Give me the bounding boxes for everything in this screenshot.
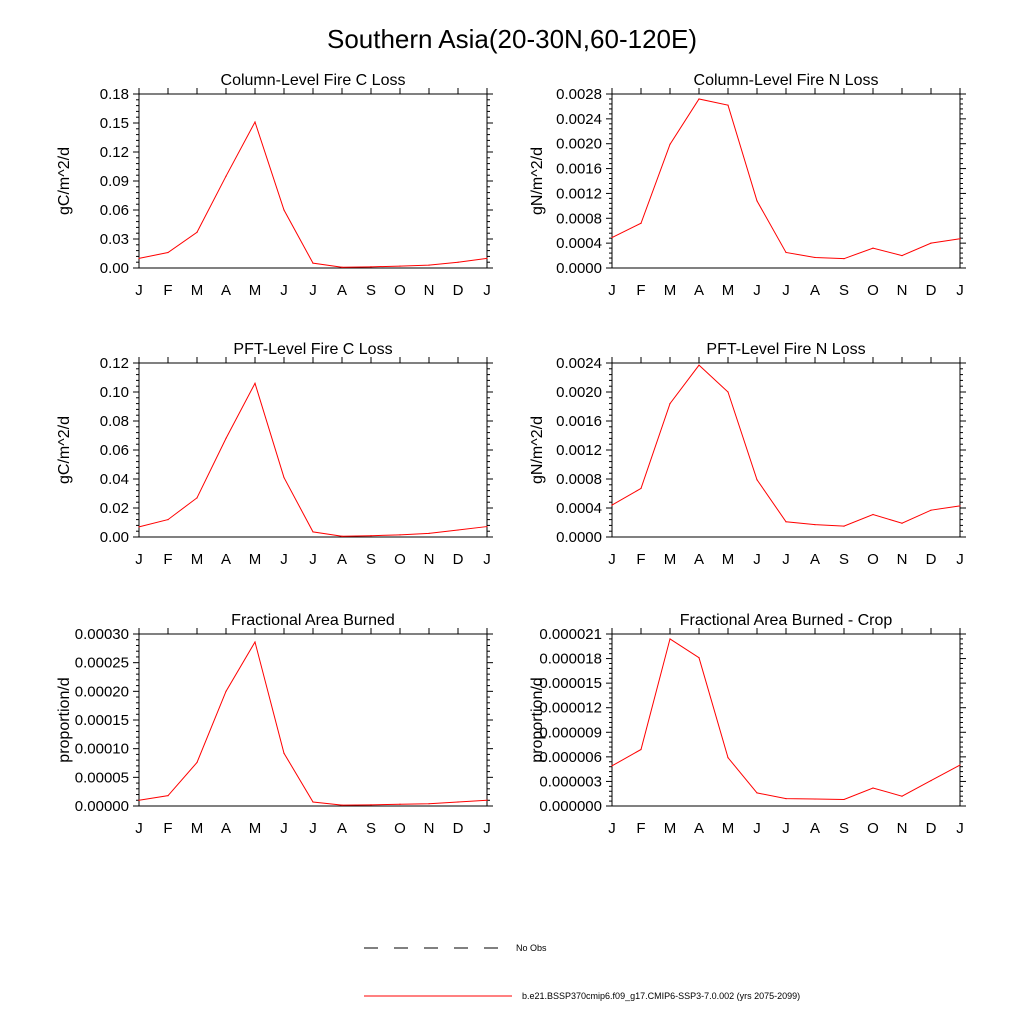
chart-5-xtick-label-11: D <box>452 820 464 837</box>
chart-6-data-point-8 <box>843 799 844 800</box>
chart-2-xtick-label-8: S <box>838 282 850 299</box>
chart-4-xtick-label-2: M <box>663 551 677 568</box>
chart-3-data-point-8 <box>370 535 371 536</box>
chart-1-ytick-label-2: 0.06 <box>99 202 129 219</box>
chart-2-data-point-1 <box>640 223 641 224</box>
chart-4-series-line-0 <box>612 365 960 526</box>
chart-6-data-point-4 <box>727 757 728 758</box>
chart-2-xtick-label-4: M <box>721 282 735 299</box>
chart-3-data-point-7 <box>341 536 342 537</box>
chart-4-data-point-6 <box>785 521 786 522</box>
chart-1-ytick-label-3: 0.09 <box>99 173 129 190</box>
chart-2-data-point-12 <box>959 238 960 239</box>
chart-6-ytick-label-0: 0.000000 <box>539 798 602 815</box>
chart-1-ytick-label-1: 0.03 <box>99 231 129 248</box>
chart-6-xtick-label-1: F <box>636 820 646 837</box>
chart-2-data-point-9 <box>872 248 873 249</box>
chart-5-xtick-label-5: J <box>280 820 288 837</box>
chart-4-data-point-7 <box>814 524 815 525</box>
chart-3-title: PFT-Level Fire C Loss <box>233 341 393 358</box>
chart-6-data-point-1 <box>640 749 641 750</box>
chart-3-xtick-label-2: M <box>190 551 204 568</box>
chart-4-data-point-5 <box>756 479 757 480</box>
chart-1-series-line-0 <box>139 122 487 267</box>
chart-2-xtick-label-12: J <box>956 282 964 299</box>
chart-3-xtick-label-12: J <box>483 551 491 568</box>
chart-3-ytick-label-5: 0.10 <box>99 384 129 401</box>
chart-1-xtick-label-5: J <box>280 282 288 299</box>
chart-6-data-point-6 <box>785 798 786 799</box>
chart-3-data-point-3 <box>225 438 226 439</box>
chart-1-xtick-label-0: J <box>135 282 143 299</box>
chart-5-data-point-11 <box>457 801 458 802</box>
chart-2-xtick-label-5: J <box>753 282 761 299</box>
chart-1-ytick-label-4: 0.12 <box>99 144 129 161</box>
chart-3-xtick-label-5: J <box>280 551 288 568</box>
chart-2-xtick-label-7: A <box>809 282 821 299</box>
chart-4-plot-frame <box>612 363 960 537</box>
chart-2-data-point-11 <box>930 243 931 244</box>
chart-6-ytick-label-2: 0.000006 <box>539 748 602 766</box>
chart-6-xtick-label-7: A <box>809 820 821 837</box>
chart-4-data-point-1 <box>640 488 641 489</box>
chart-4-xtick-label-6: J <box>782 551 790 568</box>
chart-5-xtick-label-1: F <box>163 820 173 837</box>
chart-6-data-point-10 <box>901 796 902 797</box>
chart-6-xtick-label-10: N <box>896 820 908 837</box>
chart-2-data-point-7 <box>814 257 815 258</box>
chart-5-title: Fractional Area Burned <box>231 612 395 629</box>
chart-3-plot-frame <box>139 363 487 537</box>
chart-1-data-point-3 <box>225 176 226 177</box>
chart-2-xtick-label-0: J <box>608 282 616 299</box>
chart-5-data-point-1 <box>167 795 168 796</box>
chart-2-data-point-2 <box>669 144 670 145</box>
chart-5-xtick-label-9: O <box>394 820 406 837</box>
chart-6-ytick-label-4: 0.000012 <box>539 699 602 717</box>
chart-5-xtick-label-10: N <box>423 820 435 837</box>
chart-5-data-point-6 <box>312 801 313 802</box>
chart-3-ytick-label-6: 0.12 <box>99 355 129 372</box>
chart-2-data-point-4 <box>727 105 728 106</box>
chart-2-data-point-3 <box>698 98 699 99</box>
chart-5-series-line-0 <box>139 642 487 805</box>
chart-1-data-point-7 <box>341 267 342 268</box>
chart-2-xtick-label-9: O <box>867 282 879 299</box>
chart-5-y-axis-label: proportion/d <box>56 677 73 763</box>
chart-6-ytick-label-1: 0.000003 <box>539 773 602 791</box>
chart-2-plot-frame <box>612 94 960 268</box>
chart-4-xtick-label-1: F <box>636 551 646 568</box>
legend <box>364 943 800 1001</box>
chart-4-xtick-label-8: S <box>838 551 850 568</box>
chart-5-data-point-0 <box>138 800 139 801</box>
chart-2-xtick-label-10: N <box>896 282 908 299</box>
chart-2-data-point-0 <box>611 237 612 238</box>
chart-4-ytick-label-1: 0.0004 <box>556 500 602 517</box>
chart-3-ytick-label-1: 0.02 <box>99 500 129 517</box>
chart-1-data-point-2 <box>196 232 197 233</box>
chart-4-data-point-11 <box>930 510 931 511</box>
chart-6-fractional-area-burned-crop <box>529 612 966 837</box>
chart-1-data-point-0 <box>138 258 139 259</box>
chart-5-xtick-label-2: M <box>190 820 204 837</box>
chart-1-xtick-label-3: A <box>220 282 232 299</box>
chart-3-data-point-10 <box>428 533 429 534</box>
chart-5-fractional-area-burned <box>56 612 493 837</box>
chart-1-plot-frame <box>139 94 487 268</box>
chart-2-ytick-label-2: 0.0008 <box>556 210 602 228</box>
chart-4-ytick-label-2: 0.0008 <box>556 471 602 488</box>
legend-label-model: b.e21.BSSP370cmip6.f09_g17.CMIP6-SSP3-7.0.002 (yrs 2075-2099) <box>522 991 801 1001</box>
chart-1-xtick-label-8: S <box>365 282 377 299</box>
chart-5-xtick-label-3: A <box>220 820 232 837</box>
chart-1-data-point-9 <box>399 265 400 266</box>
chart-5-ytick-label-6: 0.00030 <box>74 626 129 643</box>
chart-1-ytick-label-6: 0.18 <box>99 86 129 103</box>
chart-3-xtick-label-6: J <box>309 551 317 568</box>
chart-5-ytick-label-1: 0.00005 <box>74 769 129 787</box>
chart-2-column-level-fire-n-loss <box>529 72 966 299</box>
panels <box>56 72 966 837</box>
chart-6-ytick-label-6: 0.000018 <box>539 650 602 668</box>
chart-1-data-point-5 <box>283 209 284 210</box>
chart-2-ytick-label-5: 0.0020 <box>556 135 602 153</box>
chart-4-xtick-label-11: D <box>925 551 937 568</box>
chart-3-ytick-label-4: 0.08 <box>99 413 129 430</box>
chart-6-data-point-3 <box>698 657 699 658</box>
chart-3-pft-level-fire-c-loss <box>56 341 493 568</box>
chart-4-data-point-3 <box>698 365 699 366</box>
chart-6-data-point-7 <box>814 798 815 799</box>
chart-3-ytick-label-3: 0.06 <box>99 442 129 459</box>
chart-5-data-point-7 <box>341 805 342 806</box>
chart-2-xtick-label-2: M <box>663 282 677 299</box>
chart-4-xtick-label-5: J <box>753 551 761 568</box>
chart-6-xtick-label-2: M <box>663 820 677 837</box>
chart-2-xtick-label-6: J <box>782 282 790 299</box>
chart-5-data-point-4 <box>254 641 255 642</box>
chart-4-ytick-label-3: 0.0012 <box>556 442 602 459</box>
chart-4-data-point-12 <box>959 505 960 506</box>
chart-6-xtick-label-4: M <box>721 820 735 837</box>
chart-6-xtick-label-8: S <box>838 820 850 837</box>
chart-4-data-point-2 <box>669 403 670 404</box>
chart-4-title: PFT-Level Fire N Loss <box>706 341 866 358</box>
chart-6-title: Fractional Area Burned - Crop <box>679 612 893 629</box>
chart-1-data-point-1 <box>167 252 168 253</box>
chart-2-data-point-5 <box>756 200 757 201</box>
chart-4-xtick-label-0: J <box>608 551 616 568</box>
chart-3-xtick-label-8: S <box>365 551 377 568</box>
chart-6-data-point-12 <box>959 764 960 765</box>
chart-2-xtick-label-1: F <box>636 282 646 299</box>
chart-6-xtick-label-5: J <box>753 820 761 837</box>
chart-1-data-point-12 <box>486 258 487 259</box>
chart-1-ytick-label-5: 0.15 <box>99 115 129 132</box>
chart-2-data-point-6 <box>785 252 786 253</box>
chart-6-data-point-9 <box>872 787 873 788</box>
chart-3-xtick-label-10: N <box>423 551 435 568</box>
chart-2-ytick-label-0: 0.0000 <box>556 260 602 277</box>
chart-2-ytick-label-3: 0.0012 <box>556 185 602 203</box>
chart-2-xtick-label-11: D <box>925 282 937 299</box>
chart-1-xtick-label-9: O <box>394 282 406 299</box>
chart-6-data-point-11 <box>930 780 931 781</box>
chart-1-column-level-fire-c-loss <box>56 72 493 299</box>
chart-3-xtick-label-3: A <box>220 551 232 568</box>
chart-6-data-point-2 <box>669 638 670 639</box>
chart-5-plot-frame <box>139 634 487 806</box>
chart-5-xtick-label-0: J <box>135 820 143 837</box>
chart-4-xtick-label-12: J <box>956 551 964 568</box>
chart-2-ytick-label-4: 0.0016 <box>556 160 602 178</box>
chart-4-data-point-10 <box>901 523 902 524</box>
chart-5-ytick-label-0: 0.00000 <box>74 798 129 815</box>
chart-3-data-point-4 <box>254 383 255 384</box>
chart-6-xtick-label-12: J <box>956 820 964 837</box>
chart-5-data-point-5 <box>283 753 284 754</box>
chart-4-xtick-label-3: A <box>693 551 705 568</box>
chart-2-series-line-0 <box>612 99 960 259</box>
chart-1-xtick-label-10: N <box>423 282 435 299</box>
chart-4-ytick-label-6: 0.0024 <box>556 355 602 372</box>
chart-1-data-point-8 <box>370 266 371 267</box>
chart-3-data-point-12 <box>486 526 487 527</box>
figure-title: Southern Asia(20-30N,60-120E) <box>326 24 698 54</box>
chart-5-ytick-label-2: 0.00010 <box>74 740 129 758</box>
chart-1-data-point-4 <box>254 121 255 122</box>
chart-3-data-point-0 <box>138 526 139 527</box>
chart-5-data-point-9 <box>399 804 400 805</box>
legend-label-no-obs: No Obs <box>516 943 547 953</box>
chart-3-ytick-label-2: 0.04 <box>99 471 129 488</box>
chart-6-xtick-label-6: J <box>782 820 790 837</box>
chart-4-ytick-label-4: 0.0016 <box>556 413 602 430</box>
chart-1-data-point-10 <box>428 265 429 266</box>
chart-6-data-point-0 <box>611 765 612 766</box>
chart-5-xtick-label-8: S <box>365 820 377 837</box>
chart-6-data-point-5 <box>756 792 757 793</box>
chart-2-ytick-label-7: 0.0028 <box>556 86 602 103</box>
chart-4-data-point-9 <box>872 514 873 515</box>
chart-2-data-point-8 <box>843 258 844 259</box>
chart-3-data-point-1 <box>167 519 168 520</box>
chart-3-y-axis-label: gC/m^2/d <box>56 416 73 484</box>
chart-2-ytick-label-6: 0.0024 <box>556 110 602 128</box>
chart-4-xtick-label-7: A <box>809 551 821 568</box>
chart-1-xtick-label-1: F <box>163 282 173 299</box>
chart-2-y-axis-label: gN/m^2/d <box>529 147 546 215</box>
chart-5-ytick-label-5: 0.00025 <box>74 654 129 672</box>
chart-3-xtick-label-9: O <box>394 551 406 568</box>
chart-4-xtick-label-4: M <box>721 551 735 568</box>
chart-6-ytick-label-7: 0.000021 <box>539 626 602 643</box>
chart-4-xtick-label-10: N <box>896 551 908 568</box>
chart-4-pft-level-fire-n-loss <box>529 341 966 568</box>
chart-6-xtick-label-11: D <box>925 820 937 837</box>
chart-6-ytick-label-5: 0.000015 <box>539 675 602 693</box>
chart-3-data-point-2 <box>196 497 197 498</box>
chart-1-xtick-label-4: M <box>248 282 262 299</box>
chart-3-xtick-label-7: A <box>336 551 348 568</box>
chart-6-xtick-label-0: J <box>608 820 616 837</box>
chart-5-xtick-label-12: J <box>483 820 491 837</box>
chart-3-ytick-label-0: 0.00 <box>99 529 129 546</box>
chart-6-y-axis-label: proportion/d <box>529 677 546 763</box>
chart-1-xtick-label-6: J <box>309 282 317 299</box>
chart-4-data-point-8 <box>843 526 844 527</box>
chart-2-ytick-label-1: 0.0004 <box>556 235 602 253</box>
chart-4-y-axis-label: gN/m^2/d <box>529 416 546 484</box>
chart-3-series-line-0 <box>139 383 487 536</box>
chart-3-xtick-label-0: J <box>135 551 143 568</box>
chart-3-data-point-9 <box>399 534 400 535</box>
chart-3-xtick-label-4: M <box>248 551 262 568</box>
chart-5-ytick-label-3: 0.00015 <box>74 712 129 729</box>
chart-1-title: Column-Level Fire C Loss <box>220 72 406 89</box>
chart-6-series-line-0 <box>612 639 960 800</box>
chart-1-y-axis-label: gC/m^2/d <box>56 147 73 215</box>
chart-6-xtick-label-9: O <box>867 820 879 837</box>
chart-3-data-point-6 <box>312 531 313 532</box>
chart-5-ytick-label-4: 0.00020 <box>74 683 129 701</box>
chart-4-data-point-4 <box>727 391 728 392</box>
chart-3-xtick-label-11: D <box>452 551 464 568</box>
chart-1-data-point-11 <box>457 262 458 263</box>
chart-2-title: Column-Level Fire N Loss <box>693 72 879 89</box>
chart-1-xtick-label-2: M <box>190 282 204 299</box>
chart-3-xtick-label-1: F <box>163 551 173 568</box>
chart-4-data-point-0 <box>611 505 612 506</box>
chart-4-ytick-label-5: 0.0020 <box>556 384 602 401</box>
chart-2-xtick-label-3: A <box>693 282 705 299</box>
chart-5-data-point-2 <box>196 762 197 763</box>
chart-5-data-point-12 <box>486 800 487 801</box>
chart-1-data-point-6 <box>312 263 313 264</box>
chart-5-xtick-label-7: A <box>336 820 348 837</box>
chart-6-ytick-label-3: 0.000009 <box>539 724 602 742</box>
chart-1-xtick-label-7: A <box>336 282 348 299</box>
chart-5-data-point-3 <box>225 691 226 692</box>
chart-5-xtick-label-6: J <box>309 820 317 837</box>
chart-1-ytick-label-0: 0.00 <box>99 260 129 277</box>
chart-3-data-point-5 <box>283 477 284 478</box>
chart-2-data-point-10 <box>901 255 902 256</box>
chart-6-xtick-label-3: A <box>693 820 705 837</box>
chart-4-xtick-label-9: O <box>867 551 879 568</box>
chart-5-data-point-8 <box>370 804 371 805</box>
chart-3-data-point-11 <box>457 529 458 530</box>
chart-4-ytick-label-0: 0.0000 <box>556 529 602 546</box>
chart-1-xtick-label-12: J <box>483 282 491 299</box>
chart-1-xtick-label-11: D <box>452 282 464 299</box>
chart-5-data-point-10 <box>428 803 429 804</box>
chart-5-xtick-label-4: M <box>248 820 262 837</box>
